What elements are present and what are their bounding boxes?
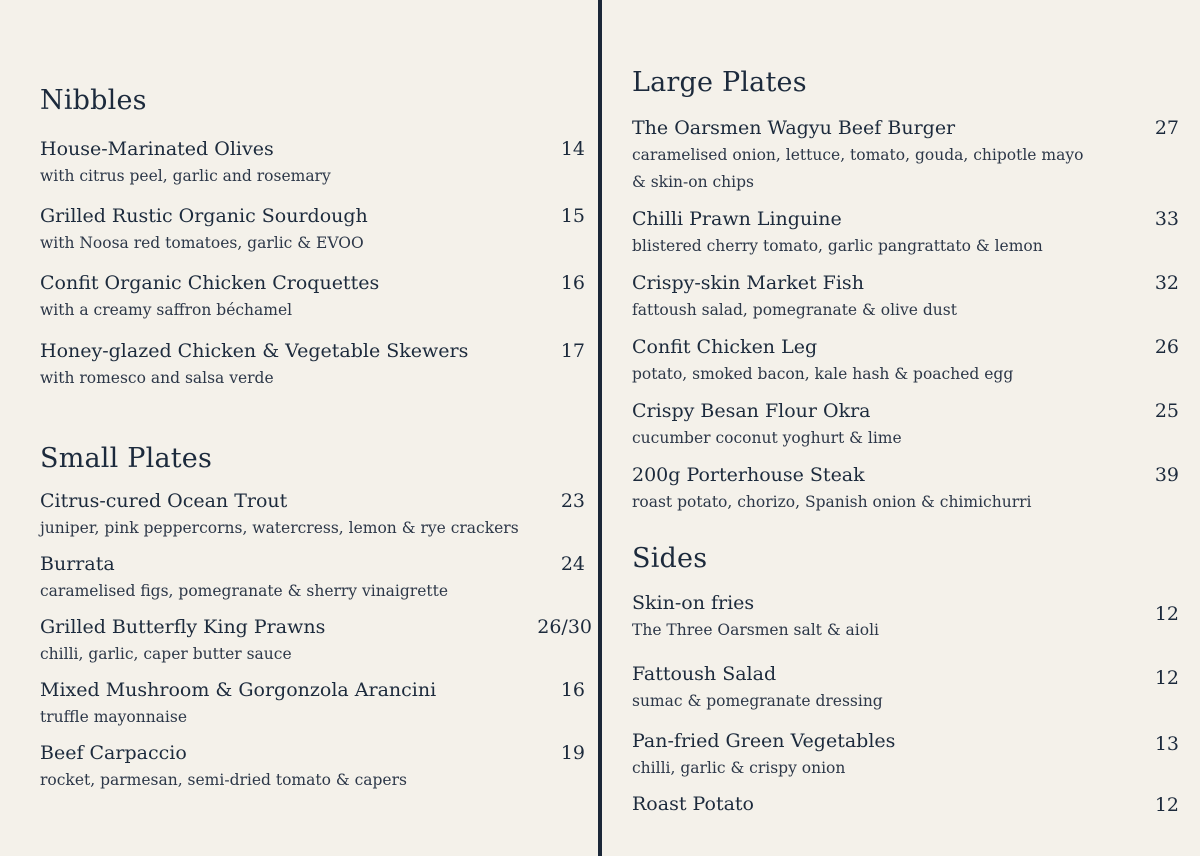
menu-item [40,271,585,323]
item-price: 23 [560,490,585,512]
menu-item [632,116,1179,196]
menu-item [40,339,585,391]
menu-item [40,741,585,793]
item-description: chilli, garlic & crispy onion [632,759,846,777]
item-name: Crispy Besan Flour Okra [632,400,871,422]
item-price: 15 [560,205,585,227]
item-description: with romesco and salsa verde [40,369,274,387]
item-price: 26/30 [537,616,592,638]
menu-item [632,271,1179,323]
item-price: 13 [1154,733,1179,755]
item-price: 19 [560,742,585,764]
item-price: 25 [1154,400,1179,422]
section-title-small-plates: Small Plates [40,443,213,474]
menu-item [632,729,1179,781]
menu-item [40,552,585,604]
menu-item [632,792,1179,816]
item-name: The Oarsmen Wagyu Beef Burger [632,117,956,139]
item-name: Honey-glazed Chicken & Vegetable Skewers [40,340,469,362]
item-name: Confit Chicken Leg [632,336,818,358]
item-name: Confit Organic Chicken Croquettes [40,272,380,294]
menu-item [632,399,1179,451]
item-description: blistered cherry tomato, garlic pangrattato & lemon [632,237,1043,255]
item-description: juniper, pink peppercorns, watercress, lemon & rye crackers [40,519,519,537]
item-description: fattoush salad, pomegranate & olive dust [632,301,957,319]
item-description: with citrus peel, garlic and rosemary [40,167,331,185]
item-price: 24 [560,553,585,575]
item-description: with Noosa red tomatoes, garlic & EVOO [40,234,364,252]
menu-item [40,137,585,189]
item-description: chilli, garlic, caper butter sauce [40,645,292,663]
item-description: with a creamy saffron béchamel [40,301,293,319]
item-name: House-Marinated Olives [40,138,274,160]
item-price: 39 [1154,464,1179,486]
item-name: Grilled Butterfly King Prawns [40,616,326,638]
section-title-sides: Sides [632,543,708,574]
item-price: 26 [1154,336,1179,358]
item-price: 12 [1154,603,1179,625]
item-description: cucumber coconut yoghurt & lime [632,429,902,447]
item-description: The Three Oarsmen salt & aioli [632,621,879,639]
item-name: Crispy-skin Market Fish [632,272,864,294]
menu-item [40,204,585,256]
item-name: Grilled Rustic Organic Sourdough [40,205,368,227]
menu-item [40,678,585,730]
item-price: 16 [560,679,585,701]
menu-item [40,489,585,541]
item-price: 14 [560,138,585,160]
section-title-large-plates: Large Plates [632,67,807,98]
menu-item [632,463,1179,515]
item-description: potato, smoked bacon, kale hash & poached egg [632,365,1014,383]
menu-item [632,207,1179,259]
item-name: Beef Carpaccio [40,742,187,764]
section-title-nibbles: Nibbles [40,85,147,116]
item-description: caramelised figs, pomegranate & sherry vinaigrette [40,582,449,600]
item-description: roast potato, chorizo, Spanish onion & chimichurri [632,493,1032,511]
item-name: Skin-on fries [632,592,755,614]
menu-item [632,591,1179,643]
menu-item [632,335,1179,387]
item-name: Pan-fried Green Vegetables [632,730,896,752]
menu-item [40,615,592,667]
item-name: Chilli Prawn Linguine [632,208,842,230]
item-price: 27 [1154,117,1179,139]
item-name: Mixed Mushroom & Gorgonzola Arancini [40,679,437,701]
item-price: 17 [560,340,585,362]
item-name: Citrus-cured Ocean Trout [40,490,288,512]
item-name: 200g Porterhouse Steak [632,464,865,486]
item-price: 12 [1154,794,1179,816]
item-name: Roast Potato [632,793,754,815]
item-price: 16 [560,272,585,294]
column-divider [598,0,602,856]
item-price: 12 [1154,667,1179,689]
item-name: Burrata [40,553,115,575]
item-description: rocket, parmesan, semi-dried tomato & capers [40,771,407,789]
item-description: caramelised onion, lettuce, tomato, gouda, chipotle mayo & skin-on chips [632,146,1084,191]
item-price: 33 [1154,208,1179,230]
item-description: truffle mayonnaise [40,708,188,726]
item-name: Fattoush Salad [632,663,777,685]
item-price: 32 [1154,272,1179,294]
menu-item [632,662,1179,714]
item-description: sumac & pomegranate dressing [632,692,883,710]
